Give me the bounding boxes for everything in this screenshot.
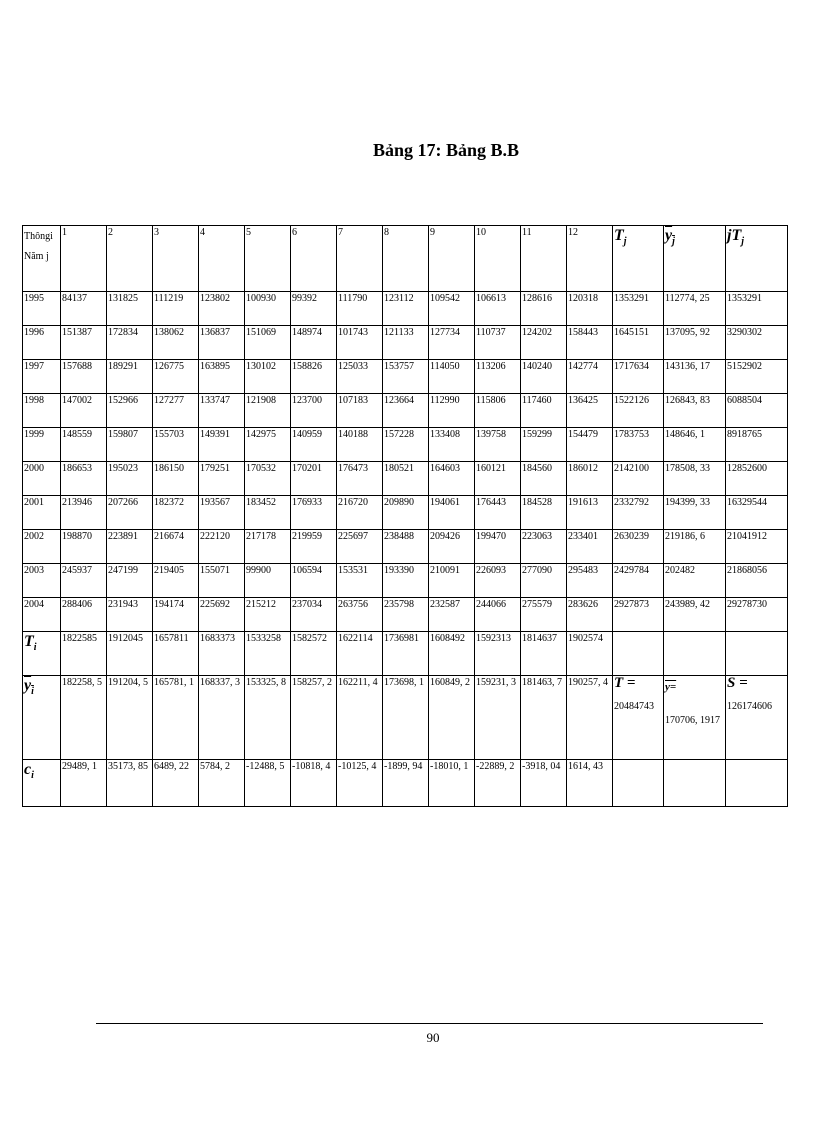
value-cell: 124202 <box>521 326 567 360</box>
value-cell: 117460 <box>521 394 567 428</box>
total-cell: 2630239 <box>613 530 664 564</box>
value-cell: 163895 <box>199 360 245 394</box>
total-cell: 2429784 <box>613 564 664 598</box>
month-header: 4 <box>199 226 245 292</box>
Ti-cell: 1657811 <box>153 632 199 676</box>
value-cell: 107183 <box>337 394 383 428</box>
corner-header <box>23 226 61 292</box>
yi-cell: 162211, 4 <box>337 676 383 760</box>
month-header: 12 <box>567 226 613 292</box>
col-header-yj <box>664 226 726 292</box>
value-cell: 159299 <box>521 428 567 462</box>
corner-label: Năm j <box>24 251 49 262</box>
footer-rule <box>96 1023 763 1024</box>
yi-cell: 181463, 7 <box>521 676 567 760</box>
ci-cell: 1614, 43 <box>567 760 613 807</box>
value-cell: 194061 <box>429 496 475 530</box>
value-cell: 223891 <box>107 530 153 564</box>
jT-cell: 16329544 <box>726 496 788 530</box>
col-header-Tj <box>613 226 664 292</box>
yi-cell: 159231, 3 <box>475 676 521 760</box>
value-cell: 275579 <box>521 598 567 632</box>
value-cell: 106613 <box>475 292 521 326</box>
grand-S <box>726 676 788 760</box>
value-cell: 207266 <box>107 496 153 530</box>
yi-cell: 173698, 1 <box>383 676 429 760</box>
Ti-cell: 1912045 <box>107 632 153 676</box>
ci-label-symbol: $c_i$ <box>24 761 34 782</box>
value-cell: 121908 <box>245 394 291 428</box>
Ti-cell: 1683373 <box>199 632 245 676</box>
total-cell: 2142100 <box>613 462 664 496</box>
value-cell: 232587 <box>429 598 475 632</box>
empty-cell <box>613 632 664 676</box>
value-cell: 126775 <box>153 360 199 394</box>
grand-S-label: S = <box>727 675 748 691</box>
yi-cell: 182258, 5 <box>61 676 107 760</box>
value-cell: 142774 <box>567 360 613 394</box>
empty-cell <box>726 632 788 676</box>
value-cell: 195023 <box>107 462 153 496</box>
value-cell: 182372 <box>153 496 199 530</box>
value-cell: 193390 <box>383 564 429 598</box>
ci-cell: -12488, 5 <box>245 760 291 807</box>
yi-cell: 153325, 8 <box>245 676 291 760</box>
yi-cell: 160849, 2 <box>429 676 475 760</box>
mean-cell: 194399, 33 <box>664 496 726 530</box>
table-row <box>23 530 788 564</box>
value-cell: 225697 <box>337 530 383 564</box>
empty-cell <box>664 632 726 676</box>
value-cell: 191613 <box>567 496 613 530</box>
value-cell: 176933 <box>291 496 337 530</box>
mean-cell: 202482 <box>664 564 726 598</box>
value-cell: 159807 <box>107 428 153 462</box>
yi-row <box>23 676 788 760</box>
value-cell: 216720 <box>337 496 383 530</box>
Ti-label-subscript: i <box>33 642 37 654</box>
table-row <box>23 360 788 394</box>
value-cell: 109542 <box>429 292 475 326</box>
value-cell: 179251 <box>199 462 245 496</box>
Ti-cell: 1592313 <box>475 632 521 676</box>
ci-row <box>23 760 788 807</box>
value-cell: 247199 <box>107 564 153 598</box>
value-cell: 148559 <box>61 428 107 462</box>
month-header: 11 <box>521 226 567 292</box>
value-cell: 154479 <box>567 428 613 462</box>
value-cell: 114050 <box>429 360 475 394</box>
mean-cell: 143136, 17 <box>664 360 726 394</box>
value-cell: 130102 <box>245 360 291 394</box>
yi-cell: 165781, 1 <box>153 676 199 760</box>
value-cell: 112990 <box>429 394 475 428</box>
mean-cell: 148646, 1 <box>664 428 726 462</box>
mean-cell: 126843, 83 <box>664 394 726 428</box>
grand-S-value: 126174606 <box>727 701 772 712</box>
ci-cell: -10125, 4 <box>337 760 383 807</box>
month-header: 6 <box>291 226 337 292</box>
value-cell: 263756 <box>337 598 383 632</box>
value-cell: 223063 <box>521 530 567 564</box>
col-header-yj-subscript: j <box>672 236 675 248</box>
ci-cell: 35173, 85 <box>107 760 153 807</box>
grand-total-value: 20484743 <box>614 701 654 712</box>
col-header-Tj-symbol: $T_j$ <box>614 227 627 248</box>
jT-cell: 8918765 <box>726 428 788 462</box>
ci-cell: -22889, 2 <box>475 760 521 807</box>
jT-cell: 3290302 <box>726 326 788 360</box>
value-cell: 233401 <box>567 530 613 564</box>
month-header: 8 <box>383 226 429 292</box>
mean-cell: 137095, 92 <box>664 326 726 360</box>
Ti-cell: 1622114 <box>337 632 383 676</box>
value-cell: 147002 <box>61 394 107 428</box>
value-cell: 111790 <box>337 292 383 326</box>
total-cell: 1645151 <box>613 326 664 360</box>
value-cell: 225692 <box>199 598 245 632</box>
data-table <box>22 225 788 807</box>
value-cell: 235798 <box>383 598 429 632</box>
month-header: 2 <box>107 226 153 292</box>
value-cell: 149391 <box>199 428 245 462</box>
value-cell: 245937 <box>61 564 107 598</box>
yi-cell: 168337, 3 <box>199 676 245 760</box>
value-cell: 115806 <box>475 394 521 428</box>
value-cell: 123802 <box>199 292 245 326</box>
ci-cell: 6489, 22 <box>153 760 199 807</box>
col-header-yj-symbol: $y_j$ <box>665 227 675 248</box>
mean-cell: 178508, 33 <box>664 462 726 496</box>
value-cell: 99900 <box>245 564 291 598</box>
value-cell: 209426 <box>429 530 475 564</box>
year-cell: 2000 <box>23 462 61 496</box>
value-cell: 180521 <box>383 462 429 496</box>
value-cell: 215212 <box>245 598 291 632</box>
total-cell: 2332792 <box>613 496 664 530</box>
yi-cell: 158257, 2 <box>291 676 337 760</box>
value-cell: 172834 <box>107 326 153 360</box>
value-cell: 106594 <box>291 564 337 598</box>
table-row <box>23 292 788 326</box>
value-cell: 222120 <box>199 530 245 564</box>
value-cell: 199470 <box>475 530 521 564</box>
grand-mean-label: y= <box>665 681 677 693</box>
ci-cell: 29489, 1 <box>61 760 107 807</box>
value-cell: 244066 <box>475 598 521 632</box>
yi-cell: 190257, 4 <box>567 676 613 760</box>
ci-label-subscript: i <box>31 770 34 782</box>
value-cell: 226093 <box>475 564 521 598</box>
page-number: 90 <box>426 1030 440 1045</box>
value-cell: 153757 <box>383 360 429 394</box>
value-cell: 186012 <box>567 462 613 496</box>
grand-total <box>613 676 664 760</box>
value-cell: 157688 <box>61 360 107 394</box>
Ti-cell: 1822585 <box>61 632 107 676</box>
grand-mean-value: 170706, 1917 <box>665 715 720 726</box>
value-cell: 194174 <box>153 598 199 632</box>
col-header-jTj <box>726 226 788 292</box>
value-cell: 136837 <box>199 326 245 360</box>
ci-cell: -1899, 94 <box>383 760 429 807</box>
ci-label <box>23 760 61 807</box>
ci-cell: -3918, 04 <box>521 760 567 807</box>
value-cell: 110737 <box>475 326 521 360</box>
year-cell: 1999 <box>23 428 61 462</box>
value-cell: 84137 <box>61 292 107 326</box>
value-cell: 111219 <box>153 292 199 326</box>
value-cell: 155071 <box>199 564 245 598</box>
value-cell: 213946 <box>61 496 107 530</box>
year-cell: 2004 <box>23 598 61 632</box>
Ti-cell: 1533258 <box>245 632 291 676</box>
value-cell: 120318 <box>567 292 613 326</box>
value-cell: 219959 <box>291 530 337 564</box>
value-cell: 151069 <box>245 326 291 360</box>
mean-cell: 243989, 42 <box>664 598 726 632</box>
jT-cell: 29278730 <box>726 598 788 632</box>
value-cell: 238488 <box>383 530 429 564</box>
year-cell: 1995 <box>23 292 61 326</box>
value-cell: 152966 <box>107 394 153 428</box>
month-header: 9 <box>429 226 475 292</box>
value-cell: 170532 <box>245 462 291 496</box>
total-cell: 1717634 <box>613 360 664 394</box>
year-cell: 2003 <box>23 564 61 598</box>
value-cell: 138062 <box>153 326 199 360</box>
ci-cell: -18010, 1 <box>429 760 475 807</box>
mean-cell: 112774, 25 <box>664 292 726 326</box>
year-cell: 2002 <box>23 530 61 564</box>
value-cell: 160121 <box>475 462 521 496</box>
jT-cell: 21868056 <box>726 564 788 598</box>
value-cell: 288406 <box>61 598 107 632</box>
value-cell: 277090 <box>521 564 567 598</box>
value-cell: 193567 <box>199 496 245 530</box>
Ti-cell: 1608492 <box>429 632 475 676</box>
value-cell: 123112 <box>383 292 429 326</box>
value-cell: 186150 <box>153 462 199 496</box>
Ti-cell: 1582572 <box>291 632 337 676</box>
value-cell: 99392 <box>291 292 337 326</box>
value-cell: 186653 <box>61 462 107 496</box>
value-cell: 217178 <box>245 530 291 564</box>
empty-cell <box>664 760 726 807</box>
total-cell: 1353291 <box>613 292 664 326</box>
value-cell: 125033 <box>337 360 383 394</box>
value-cell: 140188 <box>337 428 383 462</box>
ci-cell: 5784, 2 <box>199 760 245 807</box>
value-cell: 219405 <box>153 564 199 598</box>
month-header: 10 <box>475 226 521 292</box>
yi-cell: 191204, 5 <box>107 676 153 760</box>
table-row <box>23 564 788 598</box>
Ti-row <box>23 632 788 676</box>
yi-label-subscript: i <box>31 686 34 698</box>
year-cell: 1997 <box>23 360 61 394</box>
Ti-label-symbol: $T_i$ <box>24 633 37 654</box>
value-cell: 209890 <box>383 496 429 530</box>
value-cell: 142975 <box>245 428 291 462</box>
value-cell: 176443 <box>475 496 521 530</box>
value-cell: 131825 <box>107 292 153 326</box>
yi-label <box>23 676 61 760</box>
value-cell: 133408 <box>429 428 475 462</box>
month-header: 5 <box>245 226 291 292</box>
Ti-cell: 1814637 <box>521 632 567 676</box>
grand-mean <box>664 676 726 760</box>
table-row <box>23 598 788 632</box>
col-header-Tj-subscript: j <box>623 236 627 248</box>
jT-cell: 12852600 <box>726 462 788 496</box>
month-header: 1 <box>61 226 107 292</box>
value-cell: 121133 <box>383 326 429 360</box>
page-title: Bảng 17: Bảng B.B <box>372 140 520 160</box>
value-cell: 128616 <box>521 292 567 326</box>
table-row <box>23 394 788 428</box>
corner-label: Thôngi <box>24 231 53 242</box>
table-row <box>23 462 788 496</box>
value-cell: 176473 <box>337 462 383 496</box>
mean-cell: 219186, 6 <box>664 530 726 564</box>
yi-label-symbol: $y_i$ <box>24 677 34 698</box>
value-cell: 136425 <box>567 394 613 428</box>
total-cell: 2927873 <box>613 598 664 632</box>
value-cell: 237034 <box>291 598 337 632</box>
value-cell: 101743 <box>337 326 383 360</box>
year-cell: 1998 <box>23 394 61 428</box>
value-cell: 140959 <box>291 428 337 462</box>
value-cell: 127734 <box>429 326 475 360</box>
value-cell: 170201 <box>291 462 337 496</box>
jT-cell: 21041912 <box>726 530 788 564</box>
value-cell: 183452 <box>245 496 291 530</box>
value-cell: 140240 <box>521 360 567 394</box>
value-cell: 231943 <box>107 598 153 632</box>
Ti-cell: 1736981 <box>383 632 429 676</box>
Ti-cell: 1902574 <box>567 632 613 676</box>
total-cell: 1783753 <box>613 428 664 462</box>
value-cell: 148974 <box>291 326 337 360</box>
value-cell: 157228 <box>383 428 429 462</box>
table-row <box>23 326 788 360</box>
value-cell: 295483 <box>567 564 613 598</box>
value-cell: 113206 <box>475 360 521 394</box>
value-cell: 184528 <box>521 496 567 530</box>
ci-cell: -10818, 4 <box>291 760 337 807</box>
value-cell: 184560 <box>521 462 567 496</box>
table-row <box>23 428 788 462</box>
empty-cell <box>613 760 664 807</box>
value-cell: 100930 <box>245 292 291 326</box>
value-cell: 151387 <box>61 326 107 360</box>
Ti-label <box>23 632 61 676</box>
jT-cell: 5152902 <box>726 360 788 394</box>
value-cell: 216674 <box>153 530 199 564</box>
table-row <box>23 496 788 530</box>
value-cell: 164603 <box>429 462 475 496</box>
value-cell: 139758 <box>475 428 521 462</box>
month-header: 3 <box>153 226 199 292</box>
value-cell: 189291 <box>107 360 153 394</box>
month-header: 7 <box>337 226 383 292</box>
value-cell: 133747 <box>199 394 245 428</box>
value-cell: 127277 <box>153 394 199 428</box>
value-cell: 123664 <box>383 394 429 428</box>
grand-total-label: T = <box>614 675 636 691</box>
empty-cell <box>726 760 788 807</box>
value-cell: 123700 <box>291 394 337 428</box>
header-row <box>23 226 788 292</box>
value-cell: 210091 <box>429 564 475 598</box>
year-cell: 1996 <box>23 326 61 360</box>
total-cell: 1522126 <box>613 394 664 428</box>
year-cell: 2001 <box>23 496 61 530</box>
value-cell: 198870 <box>61 530 107 564</box>
col-header-jTj-subscript: j <box>741 236 744 248</box>
value-cell: 158443 <box>567 326 613 360</box>
value-cell: 155703 <box>153 428 199 462</box>
jT-cell: 1353291 <box>726 292 788 326</box>
value-cell: 153531 <box>337 564 383 598</box>
value-cell: 158826 <box>291 360 337 394</box>
jT-cell: 6088504 <box>726 394 788 428</box>
value-cell: 283626 <box>567 598 613 632</box>
col-header-jTj-symbol: $jT_j$ <box>727 227 744 248</box>
